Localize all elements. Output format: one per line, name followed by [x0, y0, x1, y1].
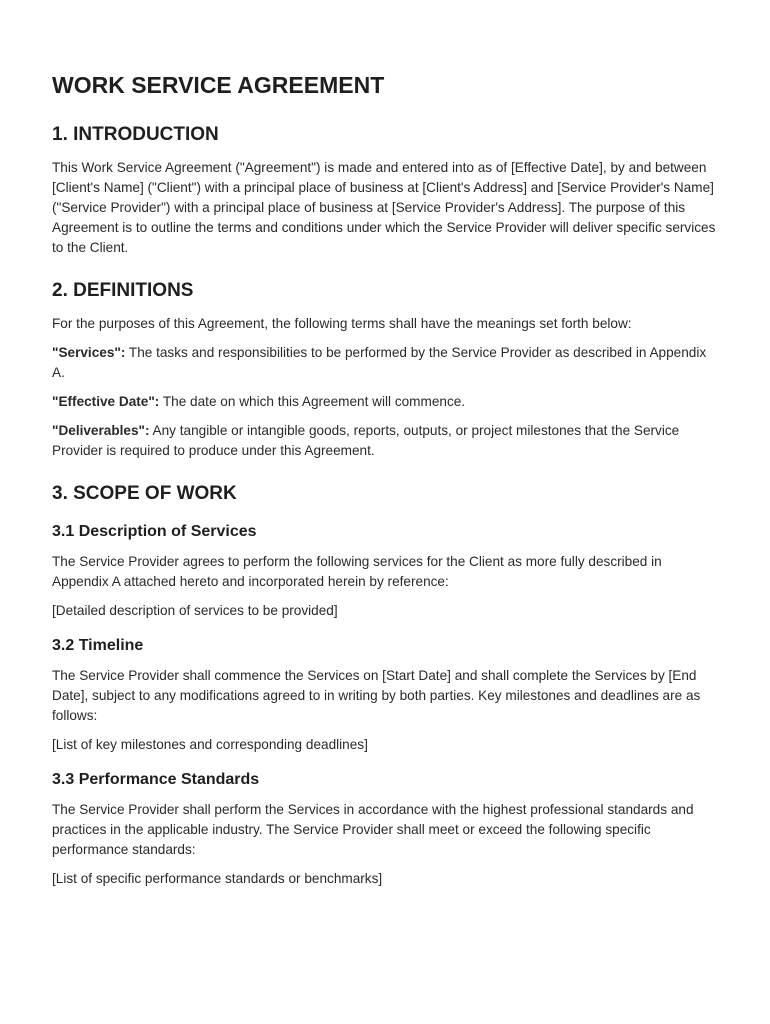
introduction-heading: 1. INTRODUCTION [52, 124, 219, 145]
description-placeholder: [Detailed description of services to be provided] [52, 603, 338, 618]
definition-term: "Deliverables": [52, 423, 150, 438]
subsection-performance [52, 769, 718, 889]
description-heading: 3.1 Description of Services [52, 523, 257, 540]
document-title: WORK SERVICE AGREEMENT [52, 72, 385, 98]
subsection-timeline [52, 635, 718, 755]
subsection-description [52, 521, 718, 621]
timeline-body: The Service Provider shall commence the Services on [Start Date] and shall complete the Services by [End Date], subject to any modifications agreed to in writing by both parties. Key milestones and deadlines are as follows: [52, 668, 701, 723]
performance-body: The Service Provider shall perform the Services in accordance with the highest professional standards and practices in the applicable industry. The Service Provider shall meet or exceed the following specific performance standards: [52, 802, 694, 857]
scope-heading: 3. SCOPE OF WORK [52, 483, 237, 504]
section-scope-of-work [52, 481, 718, 889]
definitions-heading: 2. DEFINITIONS [52, 280, 194, 301]
section-introduction [52, 122, 718, 258]
performance-placeholder: [List of specific performance standards or benchmarks] [52, 871, 383, 886]
performance-heading: 3.3 Performance Standards [52, 771, 260, 788]
timeline-placeholder: [List of key milestones and corresponding deadlines] [52, 737, 368, 752]
definition-text: The date on which this Agreement will commence. [159, 394, 466, 409]
introduction-body: This Work Service Agreement ("Agreement") is made and entered into as of [Effective Date], by and between [Client's Name] ("Client") with a principal place of business at [Client's Address] and [Service Provider's Name] ("Service Provider") with a principal place of business at [Service Provider's Address]. The purpose of this Agreement is to outline the terms and conditions under which the Service Provider will deliver specific services to the Client. [52, 160, 716, 255]
description-body: The Service Provider agrees to perform the following services for the Client as more fully described in Appendix A attached hereto and incorporated herein by reference: [52, 554, 662, 589]
definition-term: "Effective Date": [52, 394, 160, 409]
timeline-heading: 3.2 Timeline [52, 637, 144, 654]
definition-text: Any tangible or intangible goods, reports, outputs, or project milestones that the Service Provider is required to produce under this Agreement. [52, 423, 680, 458]
definition-effective-date [52, 392, 718, 412]
section-definitions [52, 278, 718, 461]
definition-text: The tasks and responsibilities to be performed by the Service Provider as described in Appendix A. [52, 345, 707, 380]
definition-services [52, 343, 718, 383]
definition-term: "Services": [52, 345, 126, 360]
definition-deliverables [52, 421, 718, 461]
definitions-lead: For the purposes of this Agreement, the following terms shall have the meanings set forth below: [52, 316, 632, 331]
